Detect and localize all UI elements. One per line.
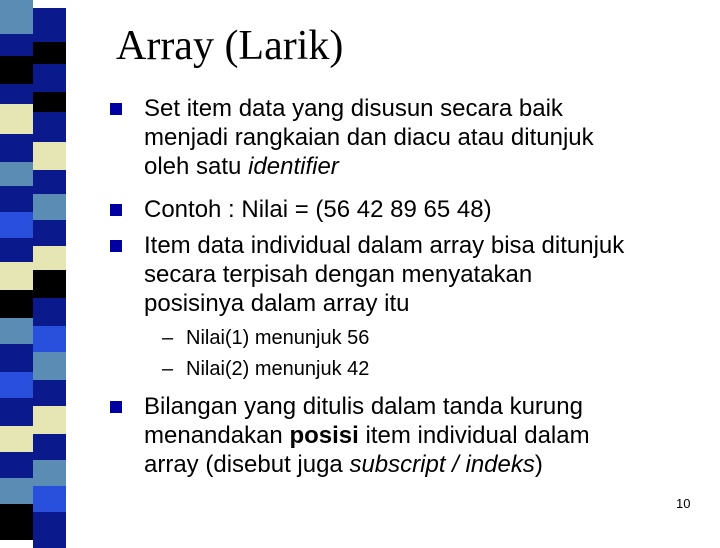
stripe-segment (33, 512, 66, 548)
italic-term: identifier (248, 153, 339, 180)
sub-bullet-text: Nilai(1) menunjuk 56 (186, 327, 370, 349)
stripe-segment (0, 134, 33, 162)
stripe-segment (0, 504, 33, 540)
bullet-text-line: posisinya dalam array itu (144, 290, 410, 317)
slide-title: Array (Larik) (116, 23, 344, 69)
stripe-segment (0, 104, 33, 134)
dash-bullet-icon: – (162, 358, 174, 380)
dash-bullet-icon: – (162, 327, 174, 349)
stripe-segment (0, 372, 33, 398)
stripe-segment (33, 406, 66, 434)
bullet-text-line (144, 421, 714, 450)
stripe-segment (33, 92, 66, 112)
bullet-text-line: Contoh : Nilai = (56 42 89 65 48) (144, 196, 492, 223)
bullet-text-part: menandakan (144, 422, 290, 449)
stripe-segment (0, 344, 33, 372)
sub-bullet-text: Nilai(2) menunjuk 42 (186, 358, 370, 380)
stripe-segment (0, 238, 33, 262)
stripe-segment (0, 452, 33, 478)
square-bullet-icon (110, 240, 122, 252)
bullet-text-line: secara terpisah dengan menyatakan (144, 261, 533, 288)
stripe-segment (33, 326, 66, 352)
italic-term: subscript / indeks (349, 451, 535, 478)
stripe-segment (0, 34, 33, 56)
stripe-segment (0, 426, 33, 452)
bullet-text-part: ) (534, 451, 543, 478)
bullet-text-part: item individual dalam (358, 422, 590, 449)
bold-term: posisi (289, 422, 359, 449)
square-bullet-icon (110, 401, 122, 413)
decorative-left-stripe (0, 0, 66, 540)
stripe-segment (33, 220, 66, 246)
stripe-segment (0, 84, 33, 104)
stripe-segment (0, 56, 33, 84)
square-bullet-icon (110, 103, 122, 115)
page-number: 10 (676, 496, 691, 511)
stripe-segment (0, 162, 33, 186)
stripe-segment (0, 0, 33, 34)
stripe-segment (33, 142, 66, 170)
stripe-segment (33, 42, 66, 64)
square-bullet-icon (110, 204, 122, 216)
stripe-segment (33, 194, 66, 220)
stripe-segment (33, 112, 66, 142)
bullet-text-line: menjadi rangkaian dan diacu atau ditunjuk (144, 124, 594, 151)
stripe-segment (33, 246, 66, 270)
stripe-segment (33, 460, 66, 486)
bullet-text-part: oleh satu (144, 153, 249, 180)
bullet-text-line (144, 450, 714, 479)
stripe-segment (33, 380, 66, 406)
stripe-segment (33, 64, 66, 92)
bullet-text-line: Set item data yang disusun secara baik (144, 95, 563, 122)
bullet-text-line: Bilangan yang ditulis dalam tanda kurung (144, 393, 583, 420)
stripe-segment (0, 262, 33, 290)
stripe-segment (33, 170, 66, 194)
bullet-text-line (144, 152, 714, 181)
stripe-segment (33, 270, 66, 298)
bullet-text-line: Item data individual dalam array bisa ditunjuk (144, 232, 625, 259)
stripe-segment (0, 478, 33, 504)
stripe-segment (0, 398, 33, 426)
stripe-segment (0, 212, 33, 238)
stripe-segment (0, 318, 33, 344)
stripe-segment (0, 290, 33, 318)
stripe-segment (33, 8, 66, 42)
bullet-text-part: array (disebut juga (144, 451, 350, 478)
stripe-segment (33, 434, 66, 460)
stripe-segment (33, 298, 66, 326)
stripe-segment (33, 352, 66, 380)
stripe-segment (0, 186, 33, 212)
stripe-segment (33, 486, 66, 512)
